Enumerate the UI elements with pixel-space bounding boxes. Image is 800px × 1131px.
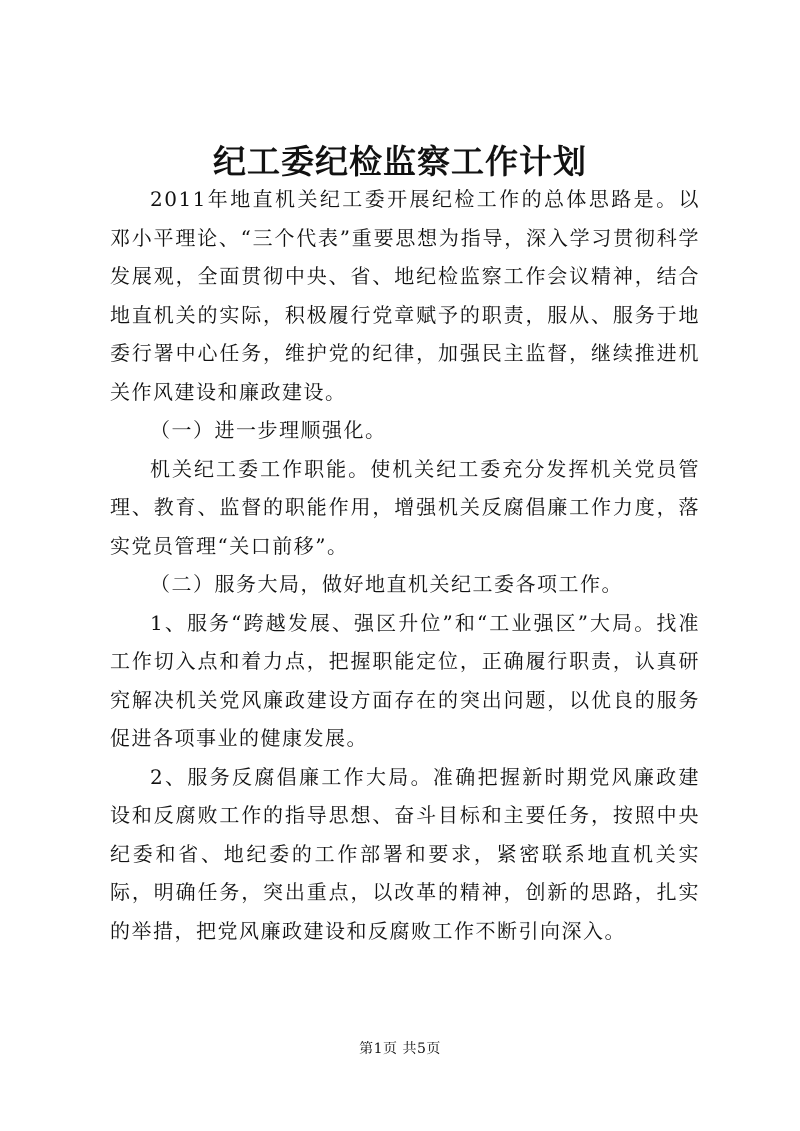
paragraph-item-1: 1、服务“跨越发展、强区升位”和“工业强区”大局。找准工作切入点和着力点，把握职能定位，正确履行职责，认真研究解决机关党风廉政建设方面存在的突出问题，以优良的服务促进各项事业的健康发展。 [110,610,700,750]
document-title: 纪工委纪检监察工作计划 [213,142,587,181]
document-body [110,180,700,950]
paragraph-item-2: 2、服务反腐倡廉工作大局。准确把握新时期党风廉政建设和反腐败工作的指导思想、奋斗目标和主要任务，按照中央纪委和省、地纪委的工作部署和要求，紧密联系地直机关实际，明确任务，突出重点，以改革的精神，创新的思路，扎实的举措，把党风廉政建设和反腐败工作不断引向深入。 [110,764,700,943]
paragraph-section-2-heading: （二）服务大局，做好地直机关纪工委各项工作。 [150,572,623,596]
page-number-footer: 第1页 共5页 [359,1041,441,1057]
paragraph-section-1-heading: （一）进一步理顺强化。 [150,418,387,442]
paragraph-section-1-body: 机关纪工委工作职能。使机关纪工委充分发挥机关党员管理、教育、监督的职能作用，增强机关反腐倡廉工作力度，落实党员管理“关口前移”。 [110,456,700,558]
paragraph-overview: 2011年地直机关纪工委开展纪检工作的总体思路是。以邓小平理论、“三个代表”重要思想为指导，深入学习贯彻科学发展观，全面贯彻中央、省、地纪检监察工作会议精神，结合地直机关的实际，积极履行党章赋予的职责，服从、服务于地委行署中心任务，维护党的纪律，加强民主监督，继续推进机关作风建设和廉政建设。 [110,187,700,404]
